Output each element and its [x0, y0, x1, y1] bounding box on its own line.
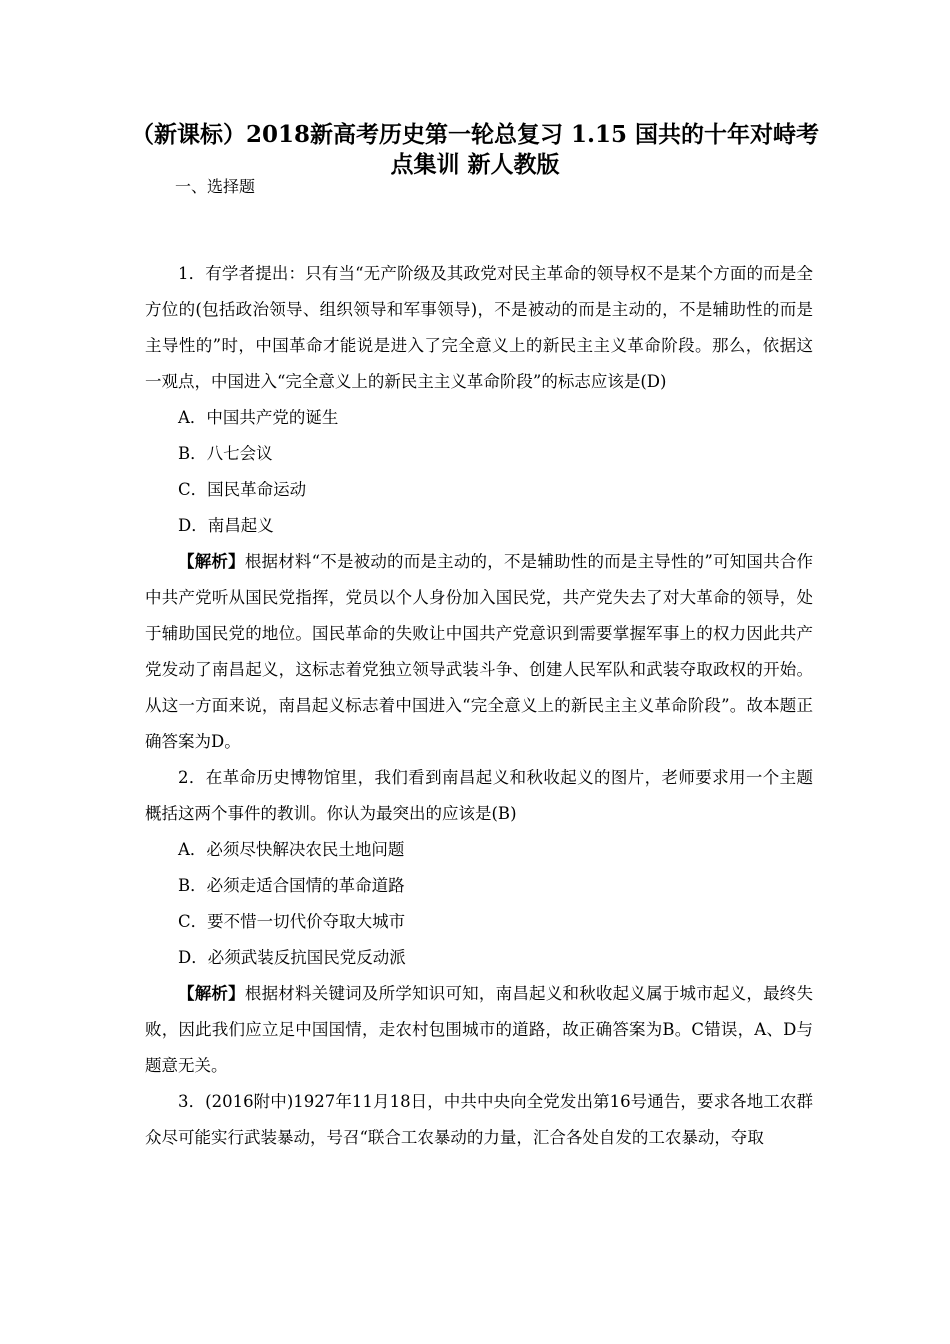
analysis-text: 根据材料“不是被动的而是主动的，不是辅助性的而是主导性的”可知国共合作中共产党听从国民党指挥，党员以个人身份加入国民党，共产党失去了对大革命的领导，处于辅助国民党的地位。国民革命的失败让中国共产党意识到需要掌握军事上的权力因此共产党发动了南昌起义，这标志着党独立领导武装斗争、创建人民军队和武装夺取政权的开始。从这一方面来说，南昌起义标志着中国进入“完全意义上的新民主主义革命阶段”。故本题正确答案为D。	[145, 552, 814, 751]
question-1-stem: 1．有学者提出：只有当“无产阶级及其政党对民主革命的领导权不是某个方面的而是全方位的(包括政治领导、组织领导和军事领导)，不是被动的而是主动的，不是辅助性的而是主导性的”时，中国革命才能说是进入了完全意义上的新民主主义革命阶段。那么，依据这一观点，中国进入“完全意义上的新民主主义革命阶段”的标志应该是(D)	[145, 264, 813, 391]
analysis-tag: 【解析】	[178, 552, 245, 571]
question-1-analysis	[145, 544, 813, 760]
question-2-option-c: C．要不惜一切代价夺取大城市	[178, 912, 406, 931]
question-2-option-d: D．必须武装反抗国民党反动派	[178, 948, 406, 967]
analysis-tag: 【解析】	[178, 984, 245, 1003]
question-2-option-b: B．必须走适合国情的革命道路	[178, 876, 405, 895]
question-1-option-c: C．国民革命运动	[178, 480, 307, 499]
question-1-option-d: D．南昌起义	[178, 516, 274, 535]
question-1-option-b: B．八七会议	[178, 444, 273, 463]
question-3-stem: 3．(2016附中)1927年11月18日，中共中央向全党发出第16号通告，要求各地工农群众尽可能实行武装暴动，号召“联合工农暴动的力量，汇合各处自发的工农暴动，夺取	[145, 1092, 813, 1147]
question-1-option-a: A．中国共产党的诞生	[178, 408, 339, 427]
question-2-analysis	[145, 976, 813, 1084]
document-title: （新课标）2018新高考历史第一轮总复习 1.15 国共的十年对峙考点集训 新人教版	[130, 121, 820, 178]
analysis-text: 根据材料关键词及所学知识可知，南昌起义和秋收起义属于城市起义，最终失败，因此我们应立足中国国情，走农村包围城市的道路，故正确答案为B。C错误，A、D与题意无关。	[145, 984, 814, 1075]
document-body	[145, 256, 813, 1156]
question-2-option-a: A．必须尽快解决农民土地问题	[178, 840, 405, 859]
section-heading: 一、选择题	[175, 177, 256, 196]
question-2-stem: 2．在革命历史博物馆里，我们看到南昌起义和秋收起义的图片，老师要求用一个主题概括这两个事件的教训。你认为最突出的应该是(B)	[145, 768, 813, 823]
